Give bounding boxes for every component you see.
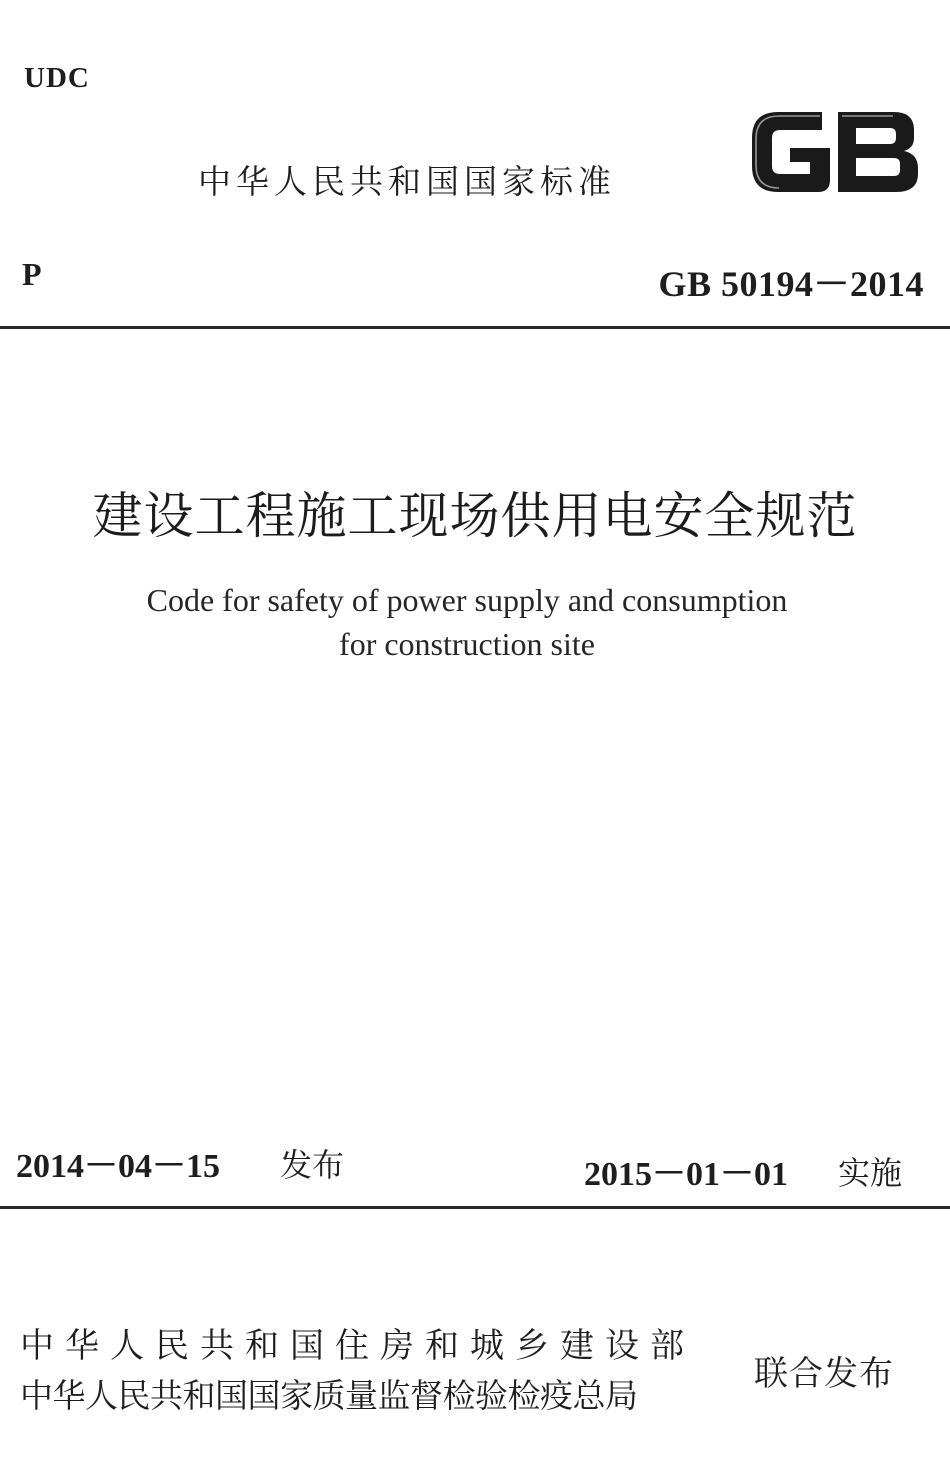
bottom-divider [0, 1206, 950, 1209]
gb-logo-letter-g [752, 112, 830, 192]
category-code: P [22, 256, 42, 292]
national-standard-heading: 中华人民共和国国家标准 [198, 162, 616, 201]
effective-date: 2015－01－01 [584, 1156, 788, 1193]
standard-number: GB 50194－2014 [658, 264, 924, 304]
udc-label: UDC [24, 62, 90, 94]
joint-publish-label: 联合发布 [754, 1354, 894, 1394]
title-english-line1: Code for safety of power supply and consumption [146, 582, 788, 618]
effective-label: 实施 [838, 1154, 903, 1192]
top-divider [0, 326, 950, 329]
gb-logo-icon [744, 104, 924, 200]
publisher-ministry-housing: 中华人民共和国住房和城乡建设部 [20, 1326, 695, 1366]
title-chinese: 建设工程施工现场供用电安全规范 [92, 487, 858, 545]
publisher-quality-supervision: 中华人民共和国国家质量监督检验检疫总局 [20, 1376, 638, 1415]
issue-label: 发布 [280, 1146, 345, 1184]
gb-logo-letter-b [838, 112, 918, 192]
issue-date: 2014－04－15 [16, 1148, 220, 1185]
title-english-line2: for construction site [339, 626, 595, 662]
